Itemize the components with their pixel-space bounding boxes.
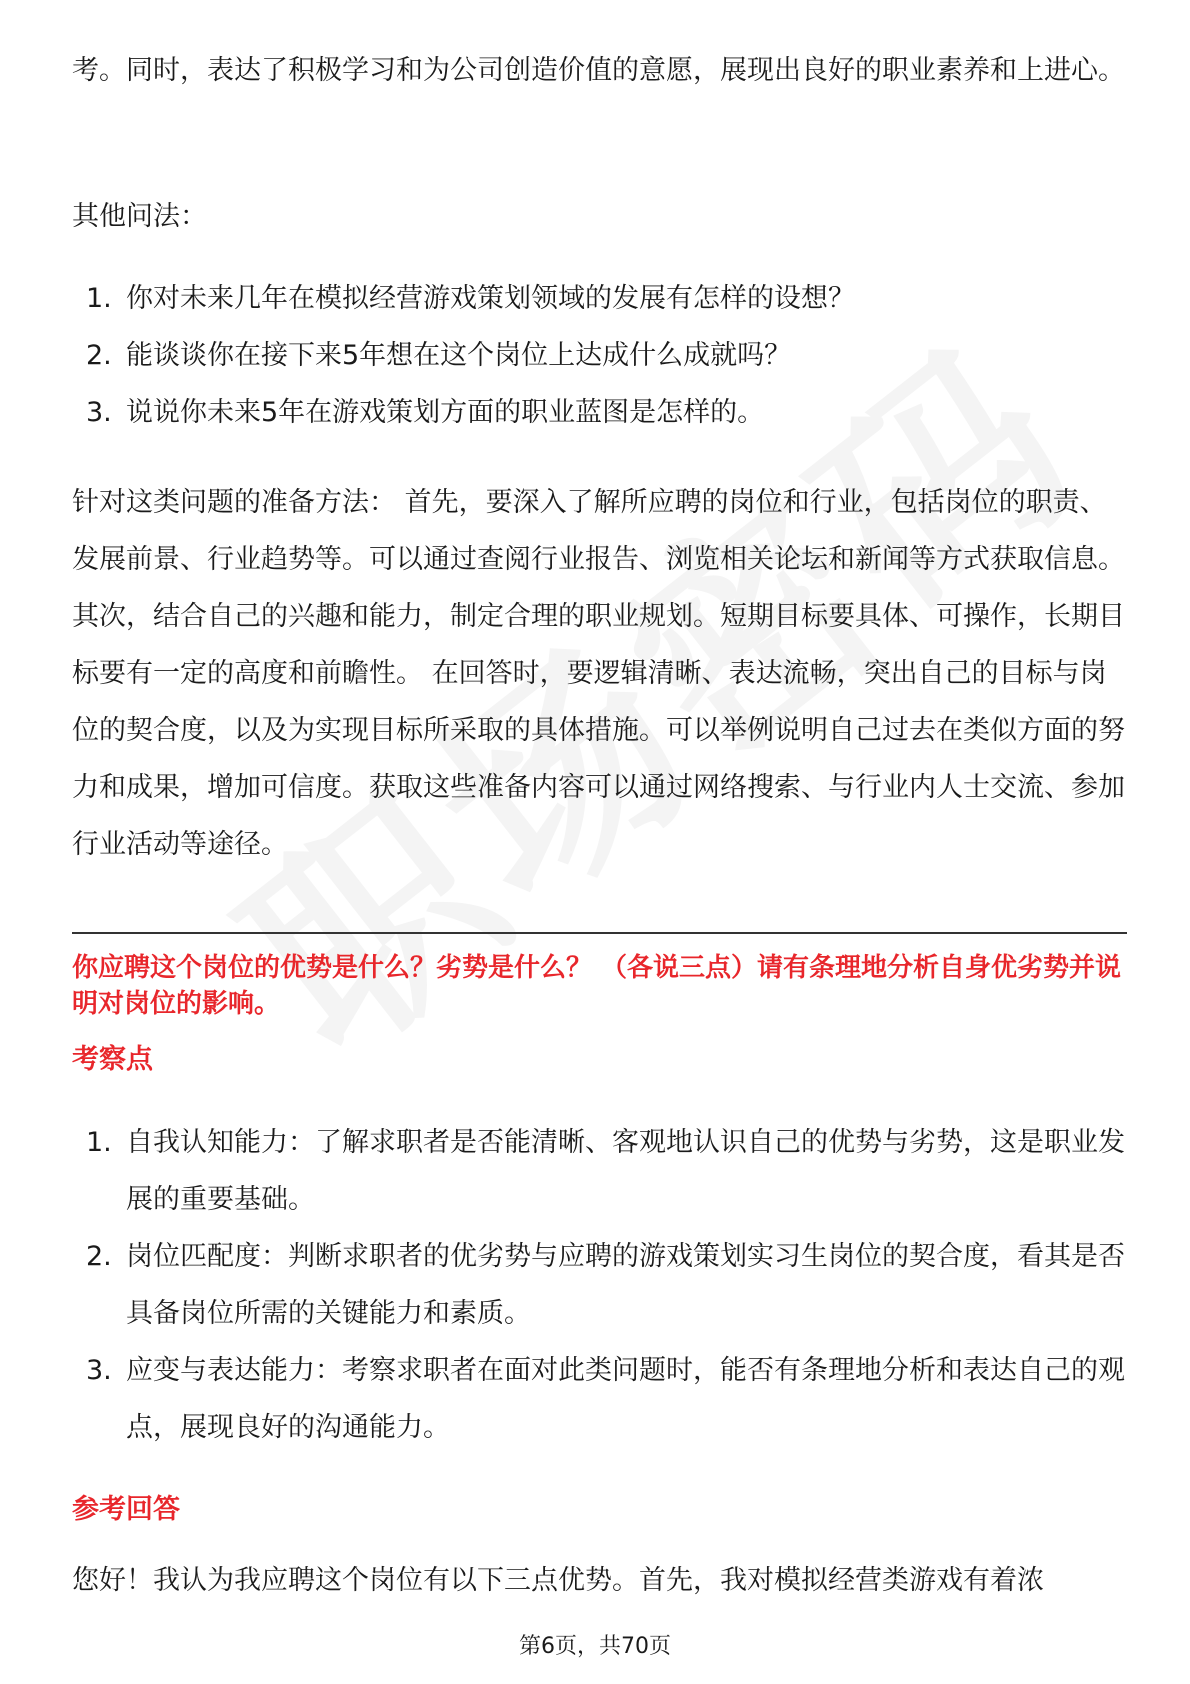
- page-footer: 第6页，共70页: [519, 1634, 671, 1659]
- assessment-label: 考察点: [72, 1044, 153, 1075]
- list-item: [72, 1342, 1127, 1456]
- list-item: [72, 327, 855, 384]
- list-item-text: 岗位匹配度：判断求职者的优劣势与应聘的游戏策划实习生岗位的契合度，看其是否具备岗位所需的关键能力和素质。: [126, 1241, 1125, 1329]
- list-item-text: 自我认知能力：了解求职者是否能清晰、客观地认识自己的优势与劣势，这是职业发展的重要基础。: [126, 1127, 1125, 1215]
- list-item-text: 能谈谈你在接下来5年想在这个岗位上达成什么成就吗？: [126, 340, 792, 371]
- section-divider: [72, 932, 1127, 934]
- question-heading: 你应聘这个岗位的优势是什么？劣势是什么？ （各说三点）请有条理地分析自身优劣势并说明对岗位的影响。: [72, 953, 1122, 1019]
- list-item-text: 说说你未来5年在游戏策划方面的职业蓝图是怎样的。: [126, 397, 765, 428]
- list-number: 1.: [86, 283, 112, 314]
- other-questions-list: [72, 270, 855, 441]
- list-item-text: 应变与表达能力：考察求职者在面对此类问题时，能否有条理地分析和表达自己的观点，展现良好的沟通能力。: [126, 1355, 1125, 1443]
- top-paragraph: 考。同时，表达了积极学习和为公司创造价值的意愿，展现出良好的职业素养和上进心。: [72, 55, 1125, 86]
- list-item: [72, 270, 855, 327]
- assessment-points-list: [72, 1114, 1127, 1456]
- list-item: [72, 384, 855, 441]
- list-item-text: 你对未来几年在模拟经营游戏策划领域的发展有怎样的设想？: [126, 283, 855, 314]
- list-item: [72, 1228, 1127, 1342]
- reference-answer: 您好！我认为我应聘这个岗位有以下三点优势。首先，我对模拟经营类游戏有着浓: [72, 1565, 1044, 1596]
- list-number: 2.: [86, 340, 112, 371]
- list-number: 3.: [86, 397, 112, 428]
- list-number: 2.: [86, 1241, 112, 1272]
- preparation-paragraph: 针对这类问题的准备方法： 首先，要深入了解所应聘的岗位和行业，包括岗位的职责、发展前景、行业趋势等。可以通过查阅行业报告、浏览相关论坛和新闻等方式获取信息。 其次，结合自己的兴趣和能力，制定合理的职业规划。短期目标要具体、可操作，长期目标要有一定的高度和前瞻性。 在回答时，要逻辑清晰、表达流畅，突出自己的目标与岗位的契合度，以及为实现目标所采取的具体措施。可以举例说明自己过去在类似方面的努力和成果，增加可信度。获取这些准备内容可以通过网络搜索、与行业内人士交流、参加行业活动等途径。: [72, 487, 1125, 860]
- list-number: 3.: [86, 1355, 112, 1386]
- list-number: 1.: [86, 1127, 112, 1158]
- reference-label: 参考回答: [72, 1494, 180, 1525]
- other-questions-label: 其他问法：: [72, 201, 207, 232]
- list-item: [72, 1114, 1127, 1228]
